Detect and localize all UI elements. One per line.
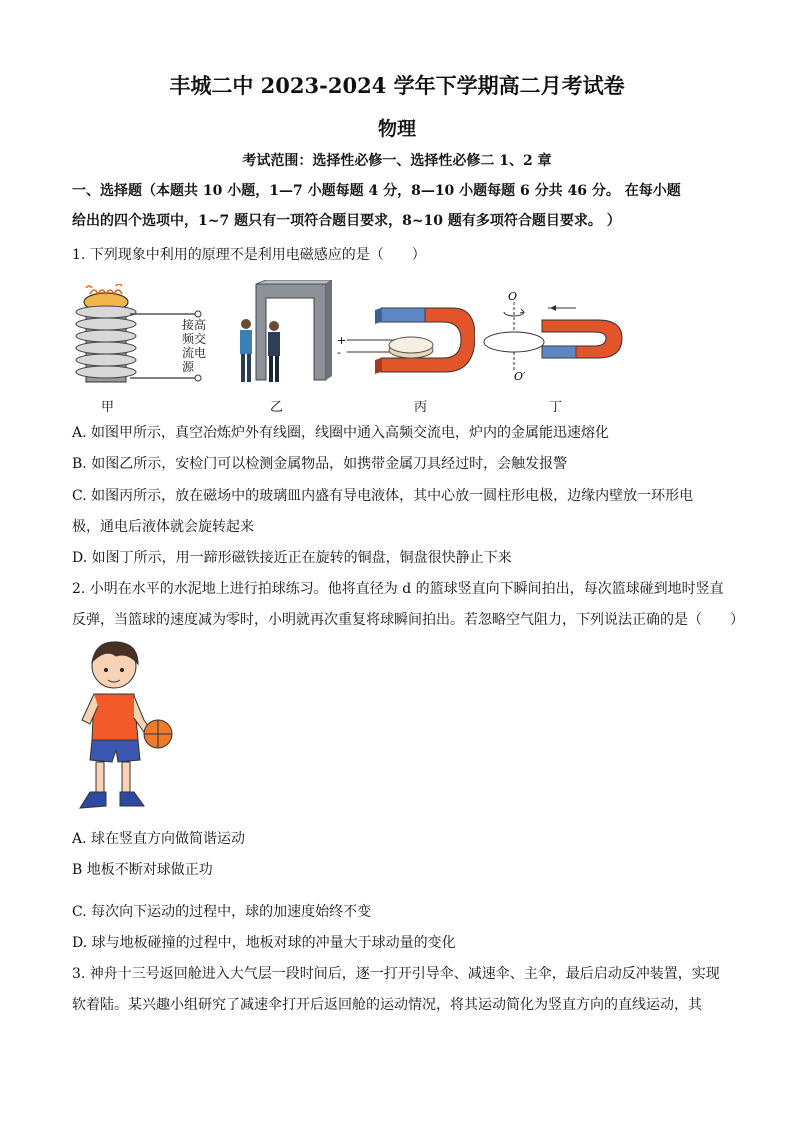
figure-label-jia: 甲 [101,400,115,415]
section-line-1: 一、选择题（本题共 10 小题，1—7 小题每题 4 分，8—10 小题每题 6 分共 46 分。 在每小题 [72,183,681,199]
figure-bing-magnet-dish [335,300,475,382]
figure-label-ding: 丁 [549,400,563,415]
q2-option-c: C. 每次向下运动的过程中，球的加速度始终不变 [72,904,372,920]
q2-option-d: D. 球与地板碰撞的过程中，地板对球的冲量大于球动量的变化 [72,935,456,951]
q1-option-a: A. 如图甲所示，真空冶炼炉外有线圈，线圈中通入高频交流电，炉内的金属能迅速熔化 [72,425,610,441]
figure-ding-copper-disc [480,288,630,388]
q1-option-c-line1: C. 如图丙所示，放在磁场中的玻璃皿内盛有导电液体，其中心放一圆柱形电极，边缘内壁放一环形电 [72,488,694,504]
source-label-4: 源 [182,360,195,374]
q1-option-b: B. 如图乙所示，安检门可以检测金属物品，如携带金属刀具经过时，会触发报警 [72,456,568,472]
exam-scope: 考试范围：选择性必修一、选择性必修二 1、2 章 [242,153,552,169]
figure-label-bing: 丙 [414,400,428,415]
q1-option-c-line2: 极，通电后液体就会旋转起来 [72,519,254,535]
axis-label-top: O [508,290,518,303]
source-label-3: 流电 [182,346,207,360]
source-label-1: 接高 [182,318,207,332]
axis-label-bottom: O′ [514,370,526,383]
exam-title: 丰城二中 2023-2024 学年下学期高二月考试卷 [169,73,625,98]
minus-sign: - [337,346,341,359]
source-label [182,318,206,374]
q2-option-b: B 地板不断对球做正功 [72,862,213,878]
q2-option-a: A. 球在竖直方向做简谐运动 [72,831,246,847]
q1-stem: 1. 下列现象中利用的原理不是利用电磁感应的是（ ） [72,247,426,263]
section-heading [72,176,732,236]
figure-label-yi: 乙 [270,400,284,415]
q3-stem-line1: 3. 神舟十三号返回舱进入大气层一段时间后，逐一打开引导伞、减速伞、主伞，最后启动反冲装置，实现 [72,966,720,982]
q2-stem-line1: 2. 小明在水平的水泥地上进行拍球练习。他将直径为 d 的篮球竖直向下瞬间拍出，每次篮球碰到地时竖直 [72,581,724,597]
q2-stem-line2: 反弹，当篮球的速度减为零时，小明就再次重复将球瞬间拍出。若忽略空气阻力，下列说法正确的是（ ） [72,612,744,628]
figure-yi-security-gate [236,280,332,392]
source-label-2: 频交 [182,332,207,346]
section-line-2: 给出的四个选项中，1~7 题只有一项符合题目要求，8~10 题有多项符合题目要求。 ） [72,213,621,229]
figure-boy-basketball [72,640,182,812]
q1-option-d: D. 如图丁所示，用一蹄形磁铁接近正在旋转的铜盘，铜盘很快静止下来 [72,550,512,566]
subject-title: 物理 [377,118,416,140]
plus-sign: + [337,334,347,347]
q3-stem-line2: 软着陆。某兴趣小组研究了减速伞打开后返回舱的运动情况，将其运动简化为竖直方向的直线运动，其 [72,997,702,1013]
